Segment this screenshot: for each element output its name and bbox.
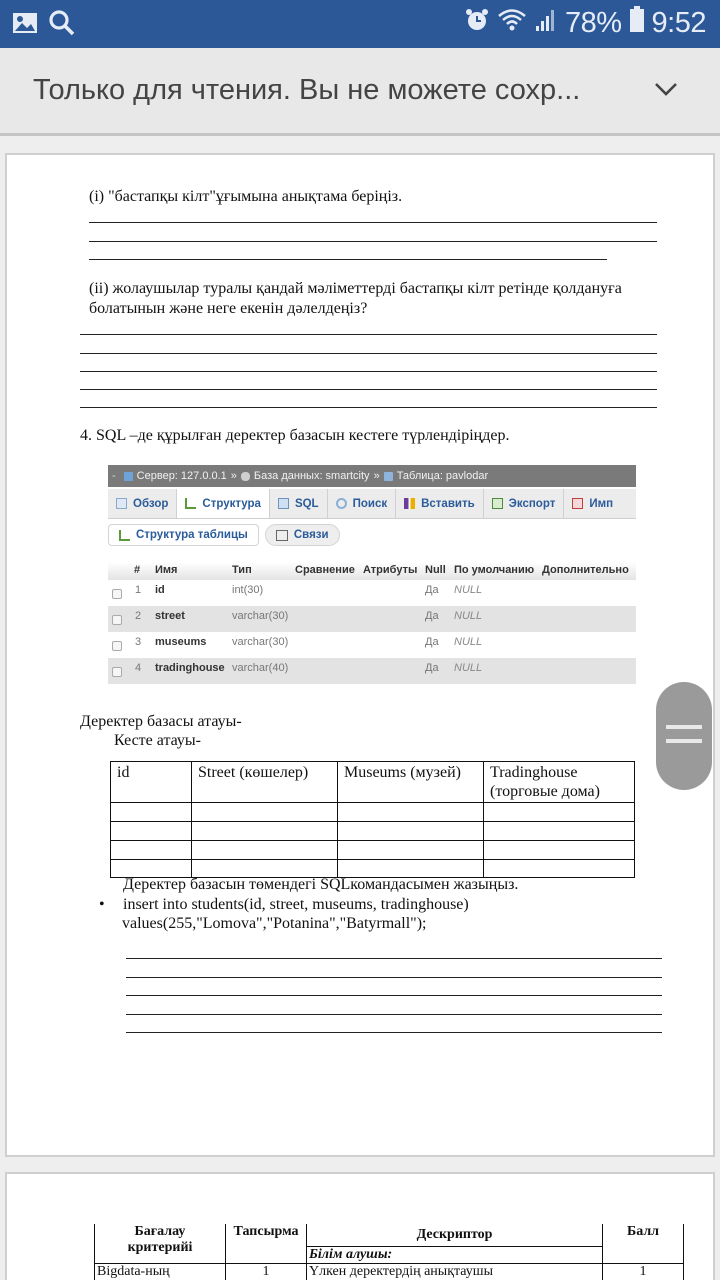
answer-line [126,995,662,996]
scroll-handle[interactable] [656,682,712,790]
export-icon [492,498,503,509]
row-default: NULL [454,662,483,674]
answer-line [126,958,662,959]
row-type: int(30) [232,584,264,596]
score-cell: 1 [603,1263,684,1280]
pma-subtabs [108,524,340,546]
cell[interactable] [111,822,192,841]
read-only-banner[interactable] [0,48,720,136]
question-ii-line2: болатынын және неге екенін дәлелдеңіз? [89,300,368,317]
row-num: 1 [135,584,142,596]
pma-tabs [108,489,636,519]
cell[interactable] [484,822,635,841]
task-header [226,1224,307,1263]
answer-line [80,371,657,372]
row-name: museums [155,636,207,648]
structure-icon [185,498,196,509]
cell[interactable] [484,841,635,860]
battery-percent: 78% [565,6,622,39]
row-type: varchar(30) [232,636,289,648]
answer-line [126,977,662,978]
question-ii-line1: (іі) жолаушылар туралы қандай мәліметтерді бастапқы кілт ретінде қолдануға [89,280,622,297]
wifi-icon [497,7,527,40]
cell[interactable] [338,841,484,860]
header-text: Балл [626,1224,660,1239]
col-num: # [134,564,141,576]
cell[interactable] [484,803,635,822]
subtab-table-structure [108,524,259,546]
breadcrumb-server: Сервер: 127.0.0.1 [136,470,227,482]
row-null: Да [425,610,439,622]
cell[interactable] [338,803,484,822]
table-name-label: Кесте атауы- [114,732,201,749]
breadcrumb-table: Таблица: pavlodar [396,470,489,482]
col-null: Null [425,564,446,576]
header-text: критерийі [127,1240,193,1255]
rubric-header [95,1224,684,1246]
table-row [108,606,636,632]
answer-row [111,822,635,841]
structure-grid [108,562,636,684]
bullet: • [99,896,105,913]
sql-instruction: Деректер базасын төмендегі SQLкомандасымен жазыңыз. [123,876,519,893]
row-type: varchar(40) [232,662,289,674]
tab-browse [108,489,177,518]
tab-insert [396,489,484,518]
browse-icon [116,498,127,509]
cell[interactable] [111,841,192,860]
breadcrumb-separator: » [230,470,237,482]
task-cell: 1 [226,1263,307,1280]
col-extra: Дополнительно [542,564,629,576]
row-type: varchar(30) [232,610,289,622]
tab-label: Имп [589,497,614,510]
import-icon [572,498,583,509]
tab-export [484,489,565,518]
db-name-label: Деректер базасы атауы- [80,713,242,730]
document-page-2 [5,1172,715,1280]
sql-line-2: values(255,"Lomova","Potanina","Batyrmall"); [122,915,427,932]
tab-label: Обзор [133,497,169,510]
answer-line [89,259,607,260]
tab-label: Экспорт [508,497,556,510]
answer-table-header [111,762,635,803]
answer-line [80,334,657,335]
server-icon [124,472,133,481]
sql-line-1: insert into students(id, street, museums, tradinghouse) [123,896,469,913]
header-text: id [117,764,130,781]
tab-label: Поиск [352,497,388,510]
signal-icon [535,7,557,40]
cell[interactable] [192,841,338,860]
header-text: Бағалау [134,1224,186,1239]
descriptor-cell: Үлкен деректердің анықтаушы [307,1263,603,1280]
row-name: id [155,584,165,596]
gallery-icon [12,11,38,40]
chevron-down-icon[interactable] [654,81,678,102]
alarm-icon [465,7,489,40]
row-name: street [155,610,185,622]
table-row [108,580,636,606]
relations-icon [276,530,288,541]
row-null: Да [425,584,439,596]
database-icon [241,472,250,481]
drag-handle-icon [666,739,702,743]
descriptor-header [307,1224,603,1246]
row-null: Да [425,636,439,648]
tab-label: SQL [294,497,319,510]
answer-line [80,389,657,390]
col-default: По умолчанию [454,564,535,576]
header-cell [338,762,484,803]
search-icon [48,9,76,42]
row-default: NULL [454,636,483,648]
col-type: Тип [232,564,252,576]
question-i: (і) "бастапқы кілт"ұғымына анықтама беріңіз. [89,188,403,205]
cell[interactable] [338,822,484,841]
grid-header [108,562,636,580]
header-cell [484,762,635,803]
answer-table [110,761,635,878]
tab-import [564,489,621,518]
col-collation: Сравнение [295,564,355,576]
row-checkbox [112,667,122,677]
row-checkbox [112,641,122,651]
drag-handle-icon [666,725,702,729]
tab-sql [270,489,328,518]
row-checkbox [112,615,122,625]
tab-search [328,489,397,518]
header-text: Тапсырма [233,1224,299,1239]
subtab-label: Связи [293,529,329,541]
breadcrumb-database: База данных: smartcity [253,470,370,482]
criteria-header [95,1224,226,1263]
subtab-relations [265,524,340,546]
tab-structure [177,489,270,518]
tab-label: Структура [202,497,261,510]
read-only-message: Только для чтения. Вы не можете сохр... [33,74,581,106]
breadcrumb: - Сервер: 127.0.0.1 » База данных: smartcity » Таблица: pavlodar [108,465,636,487]
header-text: Tradinghouse [490,764,578,781]
answer-line [80,407,657,408]
rubric-row [95,1263,684,1280]
row-null: Да [425,662,439,674]
tab-label: Вставить [421,497,475,510]
clock: 9:52 [651,6,706,39]
task-4-title: 4. SQL –де құрылған деректер базасын кестеге түрлендіріңдер. [80,427,510,444]
table-row [108,632,636,658]
criteria-cell: Bigdata-ның [95,1263,226,1280]
table-icon [384,472,393,481]
search-icon [336,498,347,509]
breadcrumb-separator: » [373,470,380,482]
battery-icon [630,6,644,40]
cell[interactable] [192,822,338,841]
row-checkbox [112,589,122,599]
insert-icon [404,498,415,509]
cell[interactable] [111,803,192,822]
answer-line [126,1032,662,1033]
header-cell [111,762,192,803]
rubric-table [94,1224,684,1280]
score-header [603,1224,684,1263]
answer-line [126,1014,662,1015]
col-name: Имя [155,564,178,576]
answer-row [111,841,635,860]
answer-line [89,222,657,223]
row-default: NULL [454,610,483,622]
descriptor-subheader: Білім алушы: [307,1246,603,1263]
row-num: 2 [135,610,142,622]
structure-icon [119,530,130,541]
status-bar [0,0,720,48]
phpmyadmin-screenshot [108,465,636,685]
cell[interactable] [192,803,338,822]
header-text: Дескриптор [416,1227,493,1242]
subtab-label: Структура таблицы [136,529,248,541]
header-text: Museums (музей) [344,764,461,781]
table-row [108,658,636,684]
row-name: tradinghouse [155,662,225,674]
row-default: NULL [454,584,483,596]
col-attributes: Атрибуты [363,564,418,576]
answer-row [111,803,635,822]
answer-line [89,241,657,242]
sql-icon [278,498,289,509]
header-text: Street (көшелер) [198,764,309,781]
header-cell [192,762,338,803]
header-text: (торговые дома) [490,783,600,800]
answer-line [80,353,657,354]
row-num: 4 [135,662,142,674]
row-num: 3 [135,636,142,648]
